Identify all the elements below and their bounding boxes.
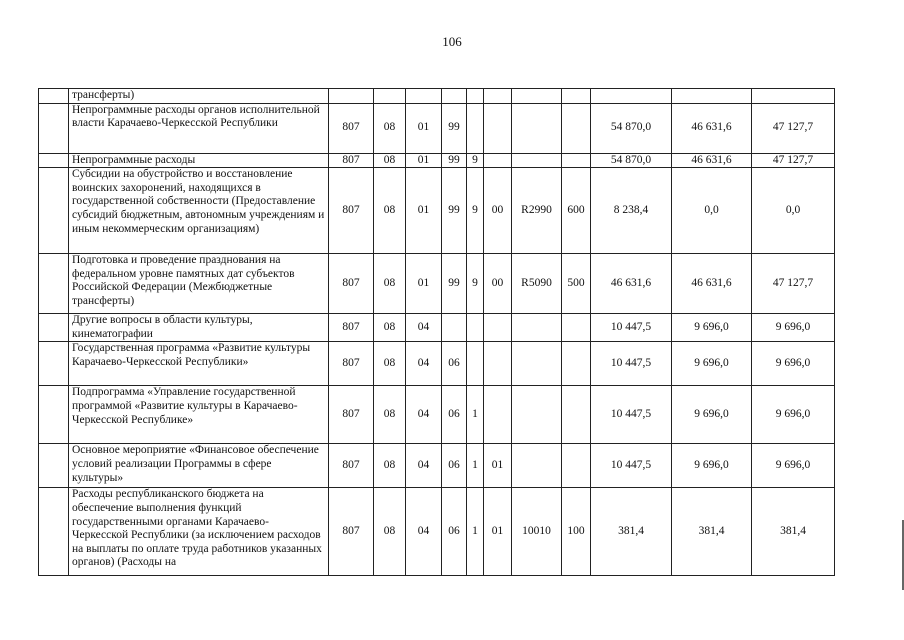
section-code-cell: 08 [374, 488, 406, 576]
row-index-cell [39, 444, 69, 488]
subsection-code-cell: 04 [406, 314, 442, 342]
expense-type-cell [562, 342, 591, 386]
direction-code-cell [512, 89, 562, 104]
description-cell: Субсидии на обустройство и восстановление воинских захоронений, находящихся в государственной собственности (Предоставление субсидий бюджетным, автономным учреждениям и иным некоммерческим организациям) [69, 168, 329, 254]
expense-type-cell [562, 314, 591, 342]
event-code-cell [484, 89, 512, 104]
table-row [39, 153, 835, 168]
amount-year-1-cell [591, 89, 672, 104]
event-code-cell: 00 [484, 168, 512, 254]
subprogram-code-cell [467, 314, 484, 342]
subprogram-code-cell: 9 [467, 254, 484, 314]
event-code-cell: 01 [484, 488, 512, 576]
amount-year-1-cell: 10 447,5 [591, 314, 672, 342]
ministry-code-cell: 807 [329, 444, 374, 488]
subsection-code-cell: 04 [406, 444, 442, 488]
row-index-cell [39, 89, 69, 104]
section-code-cell [374, 89, 406, 104]
description-cell: трансферты) [69, 89, 329, 104]
section-code-cell: 08 [374, 314, 406, 342]
event-code-cell: 00 [484, 254, 512, 314]
expense-type-cell: 500 [562, 254, 591, 314]
row-index-cell [39, 153, 69, 168]
direction-code-cell [512, 153, 562, 168]
amount-year-3-cell: 9 696,0 [752, 386, 835, 444]
budget-table-container [38, 88, 835, 576]
subsection-code-cell: 01 [406, 153, 442, 168]
subprogram-code-cell: 1 [467, 444, 484, 488]
subsection-code-cell: 01 [406, 168, 442, 254]
description-cell: Подготовка и проведение празднования на федеральном уровне памятных дат субъектов Российской Федерации (Межбюджетные трансферты) [69, 254, 329, 314]
program-code-cell: 99 [442, 153, 467, 168]
ministry-code-cell: 807 [329, 342, 374, 386]
event-code-cell [484, 314, 512, 342]
row-index-cell [39, 314, 69, 342]
amount-year-1-cell: 54 870,0 [591, 153, 672, 168]
event-code-cell [484, 153, 512, 168]
subprogram-code-cell [467, 89, 484, 104]
amount-year-2-cell: 9 696,0 [672, 386, 752, 444]
row-index-cell [39, 103, 69, 153]
section-code-cell: 08 [374, 254, 406, 314]
direction-code-cell [512, 103, 562, 153]
event-code-cell [484, 386, 512, 444]
subprogram-code-cell: 9 [467, 153, 484, 168]
direction-code-cell [512, 444, 562, 488]
direction-code-cell: R2990 [512, 168, 562, 254]
description-cell: Государственная программа «Развитие культуры Карачаево-Черкесской Республики» [69, 342, 329, 386]
ministry-code-cell [329, 89, 374, 104]
expense-type-cell: 100 [562, 488, 591, 576]
table-row [39, 488, 835, 576]
ministry-code-cell: 807 [329, 314, 374, 342]
amount-year-1-cell: 46 631,6 [591, 254, 672, 314]
ministry-code-cell: 807 [329, 254, 374, 314]
amount-year-2-cell: 9 696,0 [672, 342, 752, 386]
description-cell: Основное мероприятие «Финансовое обеспечение условий реализации Программы в сфере культуры» [69, 444, 329, 488]
section-code-cell: 08 [374, 444, 406, 488]
table-row [39, 314, 835, 342]
amount-year-3-cell: 47 127,7 [752, 153, 835, 168]
section-code-cell: 08 [374, 103, 406, 153]
table-row [39, 444, 835, 488]
direction-code-cell [512, 386, 562, 444]
subsection-code-cell: 04 [406, 488, 442, 576]
subsection-code-cell: 04 [406, 342, 442, 386]
table-row [39, 89, 835, 104]
direction-code-cell [512, 314, 562, 342]
row-index-cell [39, 342, 69, 386]
amount-year-1-cell: 8 238,4 [591, 168, 672, 254]
row-index-cell [39, 488, 69, 576]
amount-year-3-cell: 0,0 [752, 168, 835, 254]
amount-year-2-cell: 46 631,6 [672, 153, 752, 168]
event-code-cell [484, 342, 512, 386]
table-row [39, 342, 835, 386]
event-code-cell: 01 [484, 444, 512, 488]
program-code-cell: 99 [442, 168, 467, 254]
amount-year-1-cell: 10 447,5 [591, 386, 672, 444]
ministry-code-cell: 807 [329, 103, 374, 153]
amount-year-3-cell: 9 696,0 [752, 314, 835, 342]
section-code-cell: 08 [374, 386, 406, 444]
description-cell: Другие вопросы в области культуры, кинематографии [69, 314, 329, 342]
amount-year-2-cell: 381,4 [672, 488, 752, 576]
program-code-cell: 06 [442, 342, 467, 386]
expense-type-cell: 600 [562, 168, 591, 254]
event-code-cell [484, 103, 512, 153]
amount-year-3-cell: 9 696,0 [752, 342, 835, 386]
subsection-code-cell: 04 [406, 386, 442, 444]
direction-code-cell: R5090 [512, 254, 562, 314]
program-code-cell [442, 314, 467, 342]
amount-year-3-cell: 9 696,0 [752, 444, 835, 488]
row-index-cell [39, 168, 69, 254]
program-code-cell: 99 [442, 254, 467, 314]
table-row [39, 168, 835, 254]
page-number: 106 [442, 34, 462, 49]
ministry-code-cell: 807 [329, 168, 374, 254]
table-row [39, 386, 835, 444]
amount-year-3-cell: 47 127,7 [752, 103, 835, 153]
direction-code-cell [512, 342, 562, 386]
amount-year-2-cell: 0,0 [672, 168, 752, 254]
expense-type-cell [562, 153, 591, 168]
section-code-cell: 08 [374, 168, 406, 254]
amount-year-2-cell [672, 89, 752, 104]
amount-year-1-cell: 10 447,5 [591, 444, 672, 488]
amount-year-3-cell: 47 127,7 [752, 254, 835, 314]
amount-year-2-cell: 9 696,0 [672, 444, 752, 488]
subprogram-code-cell [467, 342, 484, 386]
section-code-cell: 08 [374, 342, 406, 386]
program-code-cell: 99 [442, 103, 467, 153]
expense-type-cell [562, 103, 591, 153]
subprogram-code-cell: 1 [467, 386, 484, 444]
description-cell: Непрограммные расходы [69, 153, 329, 168]
ministry-code-cell: 807 [329, 153, 374, 168]
expense-type-cell [562, 89, 591, 104]
amount-year-3-cell [752, 89, 835, 104]
budget-table [38, 88, 835, 576]
subsection-code-cell [406, 89, 442, 104]
subprogram-code-cell [467, 103, 484, 153]
subsection-code-cell: 01 [406, 254, 442, 314]
description-cell: Расходы республиканского бюджета на обеспечение выполнения функций государственными органами Карачаево-Черкесской Республики (за исключением расходов на выплаты по оплате труда работников указанных органов) (Расходы на [69, 488, 329, 576]
ministry-code-cell: 807 [329, 488, 374, 576]
amount-year-1-cell: 54 870,0 [591, 103, 672, 153]
program-code-cell: 06 [442, 444, 467, 488]
description-cell: Непрограммные расходы органов исполнительной власти Карачаево-Черкесской Республики [69, 103, 329, 153]
subprogram-code-cell: 1 [467, 488, 484, 576]
amount-year-3-cell: 381,4 [752, 488, 835, 576]
subsection-code-cell: 01 [406, 103, 442, 153]
amount-year-2-cell: 46 631,6 [672, 103, 752, 153]
table-row [39, 103, 835, 153]
expense-type-cell [562, 444, 591, 488]
row-index-cell [39, 254, 69, 314]
program-code-cell [442, 89, 467, 104]
row-index-cell [39, 386, 69, 444]
program-code-cell: 06 [442, 488, 467, 576]
ministry-code-cell: 807 [329, 386, 374, 444]
table-body [39, 89, 835, 576]
amount-year-1-cell: 10 447,5 [591, 342, 672, 386]
description-cell: Подпрограмма «Управление государственной программой «Развитие культуры в Карачаево-Черкесской Республике» [69, 386, 329, 444]
program-code-cell: 06 [442, 386, 467, 444]
section-code-cell: 08 [374, 153, 406, 168]
amount-year-2-cell: 46 631,6 [672, 254, 752, 314]
expense-type-cell [562, 386, 591, 444]
direction-code-cell: 10010 [512, 488, 562, 576]
table-row [39, 254, 835, 314]
amount-year-1-cell: 381,4 [591, 488, 672, 576]
amount-year-2-cell: 9 696,0 [672, 314, 752, 342]
subprogram-code-cell: 9 [467, 168, 484, 254]
